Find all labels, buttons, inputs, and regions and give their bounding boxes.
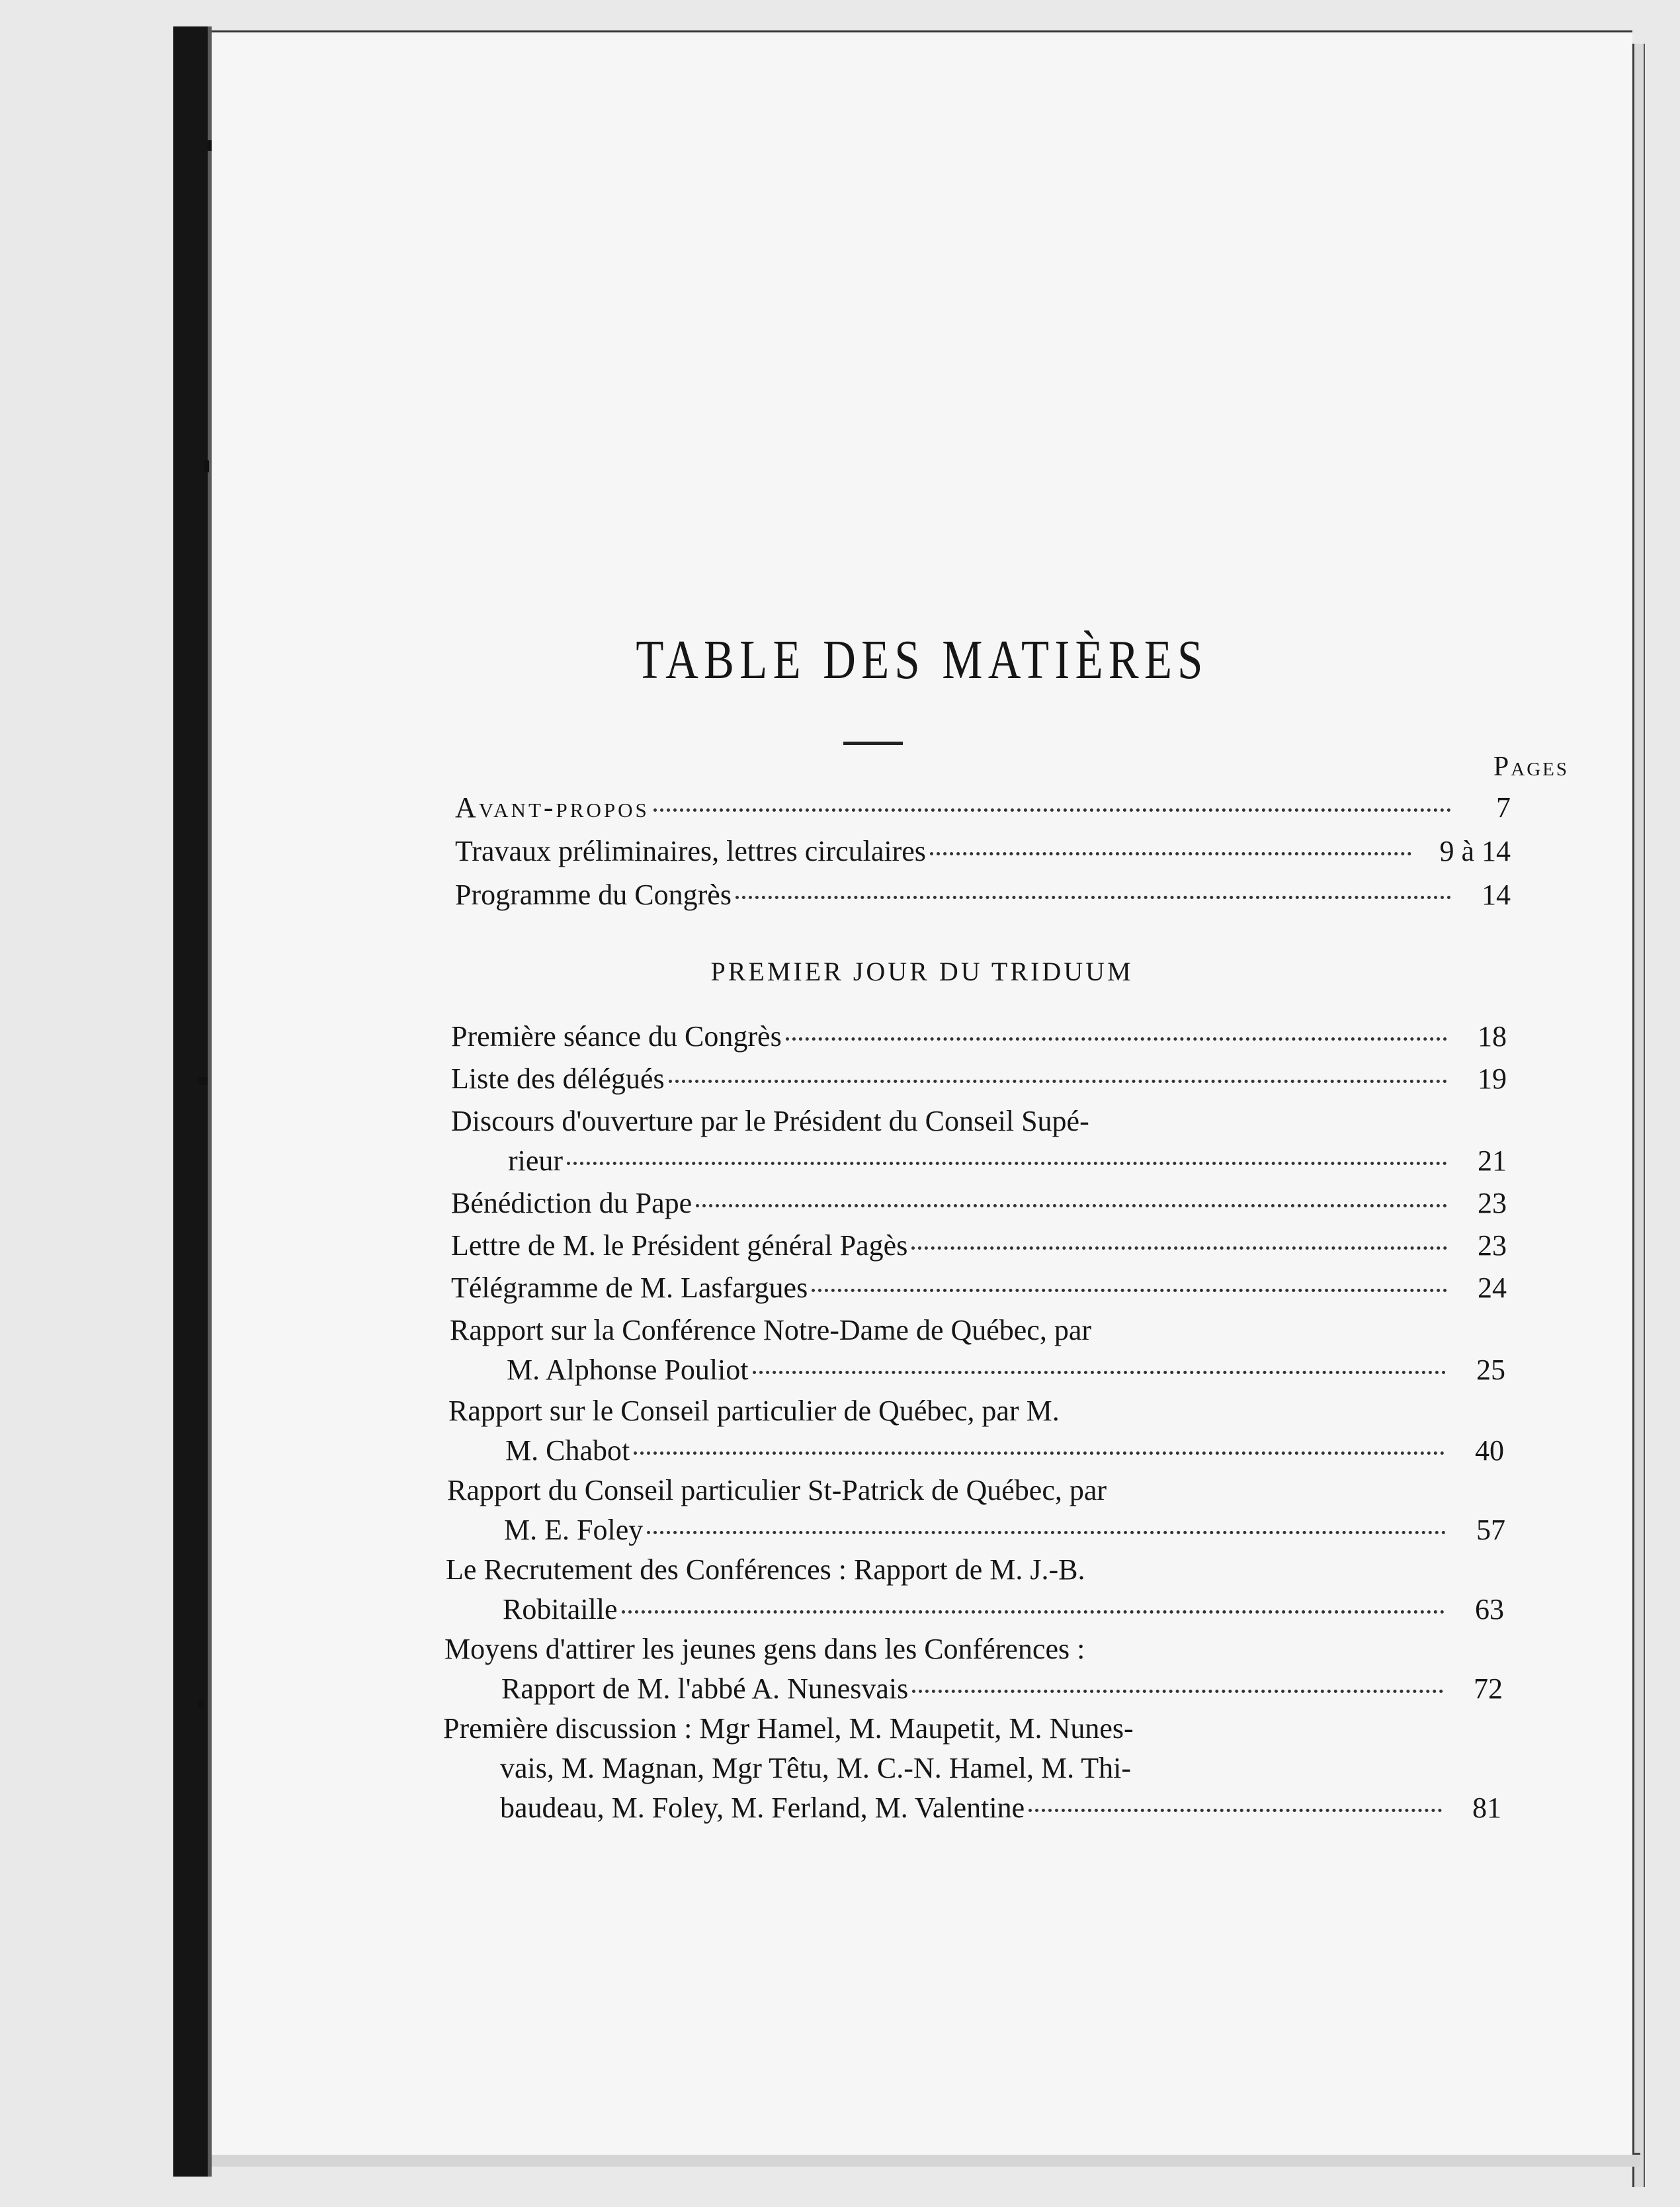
toc-entry-page: 57 [1476,1514,1505,1546]
document-page [212,30,1632,2155]
toc-entry-text: baudeau, M. Foley, M. Ferland, M. Valentine [500,1792,1025,1824]
book-binding [173,26,208,2177]
toc-entry-line: Première discussion : Mgr Hamel, M. Maupetit, M. Nunes- [443,1712,1134,1745]
leader-dots [786,1037,1447,1041]
toc-entry-text: Rapport de M. l'abbé A. Nunesvais [501,1672,909,1705]
toc-entry [455,832,1511,871]
section-heading: PREMIER JOUR DU TRIDUUM [710,957,1134,986]
toc-entry-page: 23 [1478,1187,1507,1219]
toc-entry-page: 40 [1475,1434,1504,1467]
toc-entry-page: 72 [1474,1672,1503,1705]
toc-entry-text: Avant-propos [455,791,650,824]
toc-entry [447,1471,1505,1550]
toc-entry-page: 18 [1478,1020,1507,1053]
toc-entry-line: Rapport sur le Conseil particulier de Québec, par M. [448,1395,1060,1427]
toc-entry [448,1391,1504,1471]
leader-dots [653,808,1451,812]
toc-entry-text: M. Chabot [505,1434,630,1467]
toc-entry-line: Discours d'ouverture par le Président du Conseil Supé- [451,1105,1089,1137]
toc-entry [446,1550,1504,1629]
toc-entry-line: Moyens d'attirer les jeunes gens dans les Conférences : [444,1633,1085,1665]
binding-mark [198,1077,208,1085]
toc-entry-text: Bénédiction du Pape [451,1187,693,1219]
toc-entry-text: Première séance du Congrès [451,1020,782,1053]
toc-entry-page: 19 [1478,1062,1507,1095]
toc-entry-line: Rapport du Conseil particulier St-Patrick de Québec, par [447,1474,1107,1506]
leader-dots [911,1246,1447,1250]
toc-entry [450,1311,1505,1390]
leader-dots [812,1289,1447,1292]
toc-entry [451,1102,1507,1181]
pages-column-label: Pages [1493,752,1569,782]
leader-dots [912,1690,1443,1693]
toc-entry [451,1059,1507,1099]
leader-dots [647,1531,1446,1534]
toc-entry [451,1184,1507,1223]
leader-dots [669,1080,1447,1083]
binding-mark [198,1699,204,1708]
toc-entry-line: Rapport sur la Conférence Notre-Dame de Québec, par [450,1314,1092,1346]
leader-dots [930,852,1411,855]
toc-entry-line: vais, M. Magnan, Mgr Têtu, M. C.-N. Hamel, M. Thi- [500,1752,1132,1784]
toc-entry [455,875,1511,915]
toc-entry-page: 23 [1478,1229,1507,1262]
toc-entry-text: Travaux préliminaires, lettres circulaires [455,835,926,867]
toc-entry-page: 7 [1496,791,1511,824]
binding-mark [204,460,209,472]
toc-entry-page: 81 [1472,1792,1501,1824]
leader-dots [567,1162,1447,1165]
toc-entry [451,1226,1507,1266]
page-bottom-edge [212,2153,1640,2167]
toc-entry [455,788,1511,828]
leader-dots [622,1610,1445,1614]
toc-entry [443,1709,1501,1828]
page-edge [1632,44,1645,2187]
toc-entry-text: Télégramme de M. Lasfargues [451,1272,808,1304]
leader-dots [1029,1809,1442,1812]
toc-entry-page: 14 [1482,879,1511,911]
toc-entry-text: Liste des délégués [451,1062,665,1095]
toc-entry [451,1017,1507,1057]
toc-entry [451,1268,1507,1308]
toc-entry-text: Robitaille [503,1593,618,1625]
leader-dots [735,896,1451,899]
toc-entry-page: 9 à 14 [1439,835,1511,867]
toc-entry-page: 63 [1475,1593,1504,1625]
toc-entry-page: 21 [1478,1145,1507,1177]
table-of-contents [212,32,1632,2155]
toc-entry-page: 24 [1478,1272,1507,1304]
toc-entry-text: M. E. Foley [504,1514,644,1546]
toc-entry-text: Lettre de M. le Président général Pagès [451,1229,908,1262]
page-title: TABLE DES MATIÈRES [636,629,1208,691]
leader-dots [753,1371,1447,1374]
toc-entry-text: Programme du Congrès [455,879,732,911]
toc-entry-text: rieur [508,1145,564,1177]
toc-entry-text: M. Alphonse Pouliot [507,1354,749,1386]
toc-entry-page: 25 [1476,1354,1505,1386]
leader-dots [696,1204,1447,1207]
toc-entry-line: Le Recrutement des Conférences : Rapport de M. J.-B. [446,1553,1085,1586]
leader-dots [634,1451,1445,1455]
toc-entry [444,1629,1503,1709]
